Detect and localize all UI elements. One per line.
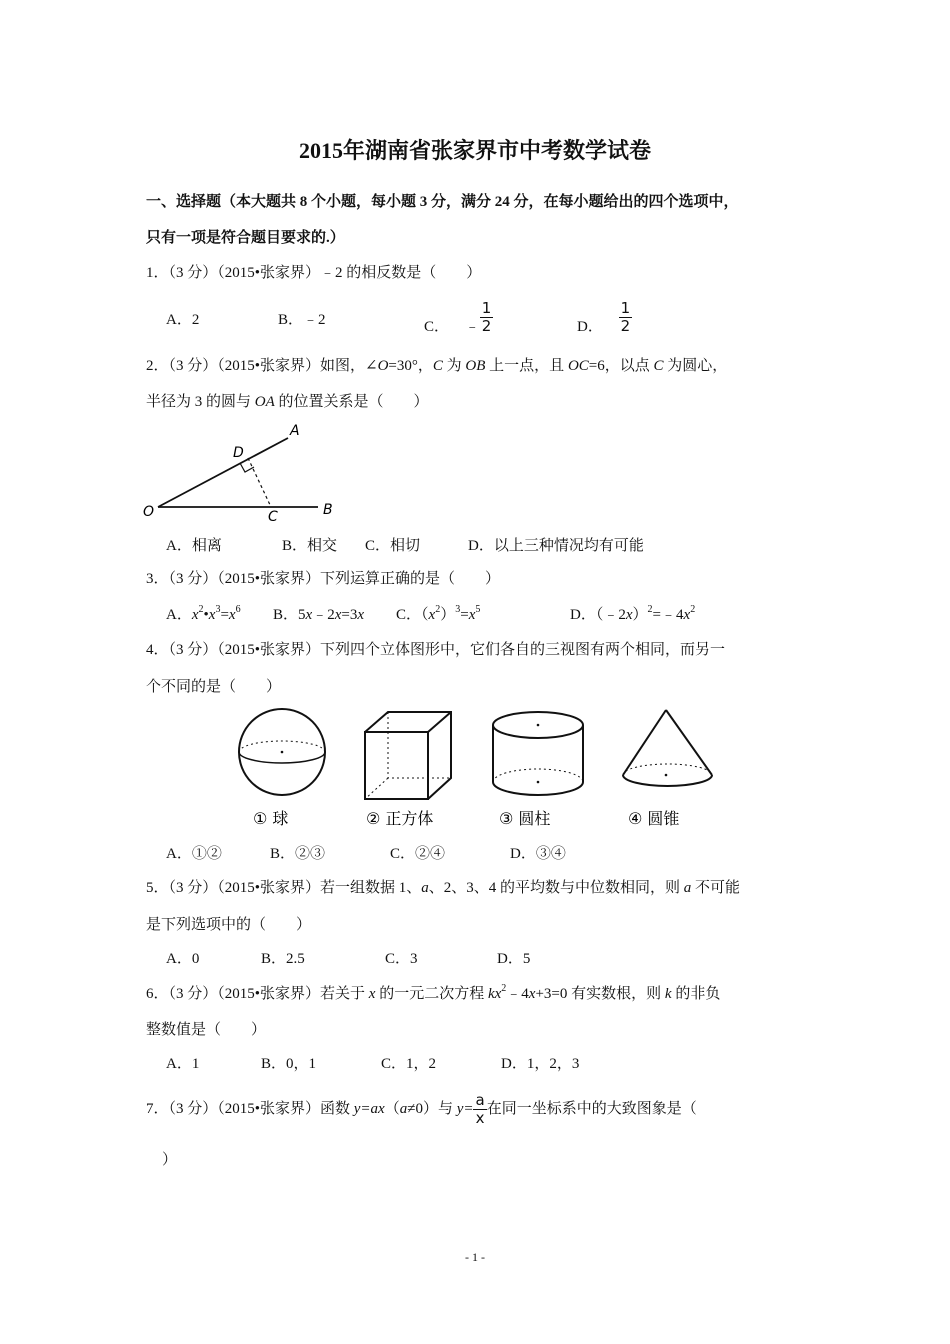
fraction-numerator: 1 [481,299,492,317]
label-b: B [323,502,333,518]
label-c: C [268,509,278,525]
caption-cylinder: ③ 圆柱 [499,809,551,828]
q4-stem-line2: 个不同的是（ ） [146,679,282,695]
q4-option-a: A．①② [166,846,222,862]
q1-option-d [577,300,632,335]
q4-option-b: B．②③ [270,846,326,862]
right-angle-mark [240,463,254,472]
fraction-denominator: 2 [481,317,492,335]
caption-cone: ④ 圆锥 [628,809,680,828]
page-title: 2015年湖南省张家界市中考数学试卷 [298,138,651,163]
q3-option-c: C．$(x^2)^3=x^5$ [396,604,481,623]
label-a: A [290,423,300,439]
label-o: O [143,504,155,520]
q5-option-c: C．3 [385,951,418,967]
q5-stem-line2: 是下列选项中的（ ） [146,917,312,933]
q1-option-c-sign: ﹣ [464,318,480,335]
q4-option-d: D．③④ [510,846,566,862]
q2-option-b: B．相交 [282,538,338,554]
q3-option-b: B．5x﹣2x=3x [273,607,365,623]
q6-option-a: A．1 [166,1056,200,1072]
q2-stem-line1: 2．（3 分）（2015•张家界）如图，∠O=30°，C 为 OB 上一点，且 OC=6，以点 C 为圆心， [146,358,728,374]
q7-stem-line2: ） [162,1152,178,1168]
q6-stem-line1: 6．（3 分）（2015•张家界）若关于 x 的一元二次方程 $kx^2﹣4x+3=0$ 有实数根，则 k 的非负 [146,983,721,1002]
cube-icon [365,712,451,799]
q6-option-d: D．1，2，3 [501,1056,580,1072]
q5-option-a: A．0 [166,951,200,967]
q4-option-c: C．②④ [390,846,446,862]
fraction-denominator: 2 [620,317,631,335]
q1-option-d-label: D． [577,318,603,335]
q4-solids-figure [225,700,725,835]
q2-stem-line2: 半径为 3 的圆与 OA 的位置关系是（ ） [146,394,429,410]
q6-stem-line2: 整数值是（ ） [146,1022,267,1038]
page-number: - 1 - [465,1250,485,1264]
q1-option-d-fraction [619,300,633,335]
q1-option-c-fraction [480,300,494,335]
caption-sphere: ① 球 [253,809,289,828]
sphere-icon [239,709,325,795]
q5-option-b: B．2.5 [261,951,305,967]
q5-option-d: D．5 [497,951,531,967]
q3-option-a: A．$x^2•x^3=x^6$ [166,604,241,623]
q1-option-c [424,300,493,335]
q2-option-c: C．相切 [365,538,421,554]
section-heading-line1: 一、选择题（本大题共 8 个小题，每小题 3 分，满分 24 分，在每小题给出的四个选项中， [146,194,739,210]
q3-stem: 3．（3 分）（2015•张家界）下列运算正确的是（ ） [146,571,501,587]
q7-stem-line1: 7．（3 分）（2015•张家界）函数 y=ax（a≠0）与 y= $\frac{a}{x}$ 在同一坐标系中的大致图象是（ [146,1091,697,1128]
fraction-numerator: a [475,1091,485,1110]
cone-icon [623,710,712,786]
q1-option-a: A．2 [166,312,200,328]
label-d: D [233,445,244,461]
perpendicular-dc [248,458,271,507]
q2-option-d: D．以上三种情况均有可能 [468,538,644,554]
ray-oa [158,438,288,507]
q1-option-c-label: C． [424,318,450,335]
section-heading-line2: 只有一项是符合题目要求的.） [146,230,345,246]
q5-stem-line1: 5．（3 分）（2015•张家界）若一组数据 1、a、2、3、4 的平均数与中位数相同，则 a 不可能 [146,880,741,896]
caption-cube: ② 正方体 [366,809,434,828]
q7-fraction [473,1092,486,1127]
q6-option-b: B．0，1 [261,1056,317,1072]
q2-figure-angle [140,420,340,525]
q6-option-c: C．1，2 [381,1056,437,1072]
q2-option-a: A．相离 [166,538,222,554]
fraction-numerator: 1 [620,299,631,317]
q1-option-b: B．﹣2 [278,312,326,328]
q3-option-d: D．$(﹣2x)^2=﹣4x^2$ [570,604,696,623]
fraction-denominator: x [475,1109,485,1128]
q4-stem-line1: 4．（3 分）（2015•张家界）下列四个立体图形中，它们各自的三视图有两个相同，而另一 [146,642,726,658]
q1-stem: 1．（3 分）（2015•张家界）﹣2 的相反数是（ ） [146,265,482,281]
cylinder-icon [493,712,583,795]
